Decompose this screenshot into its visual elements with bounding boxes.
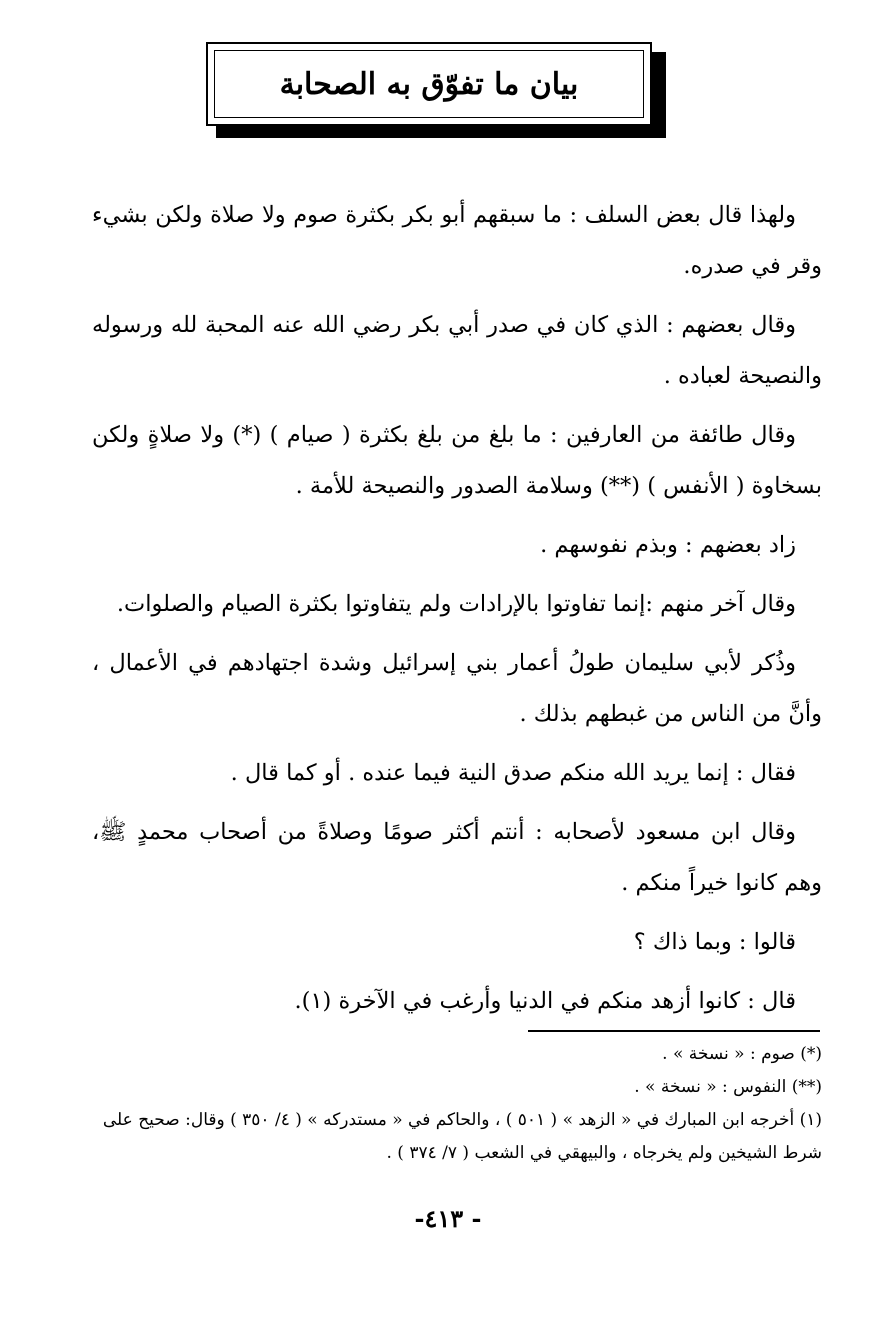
- footnote: (**) النفوس : « نسخة » .: [634, 1077, 822, 1097]
- paragraph: قال : كانوا أزهد منكم في الدنيا وأرغب في الآخرة (١).: [294, 988, 796, 1014]
- paragraph: وقال ابن مسعود لأصحابه : أنتم أكثر صومًا وصلاةً من أصحاب محمدٍ ﷺ، وهم كانوا خيراً منكم .: [92, 819, 822, 896]
- paragraph: ولهذا قال بعض السلف : ما سبقهم أبو بكر بكثرة صوم ولا صلاة ولكن بشيء وقر في صدره.: [92, 202, 822, 279]
- footnote: (١) أخرجه ابن المبارك في « الزهد » ( ٥٠١ ) ، والحاكم في « مستدركه » ( ٤/ ٣٥٠ ) وقال: صحيح على شرط الشيخين ولم يخرجاه ، والبيهقي في الشعب ( ٧/ ٣٧٤ ) .: [102, 1110, 822, 1163]
- title-inner-frame: [214, 50, 644, 118]
- body-text: [92, 190, 822, 1035]
- paragraph: زاد بعضهم : وبذم نفوسهم .: [540, 532, 796, 558]
- page-title: بيان ما تفوّق به الصحابة: [279, 66, 579, 102]
- page-number: - ٤١٣-: [414, 1204, 482, 1233]
- footnotes: [92, 1038, 822, 1170]
- paragraph: فقال : إنما يريد الله منكم صدق النية فيما عنده . أو كما قال .: [230, 760, 796, 786]
- paragraph: وقال آخر منهم :إنما تفاوتوا بالإرادات ولم يتفاوتوا بكثرة الصيام والصلوات.: [116, 591, 796, 617]
- paragraph: قالوا : وبما ذاك ؟: [633, 929, 796, 955]
- title-box: [206, 42, 652, 126]
- footnote-separator: [528, 1030, 820, 1032]
- footnote: (*) صوم : « نسخة » .: [662, 1044, 822, 1064]
- paragraph: وقال طائفة من العارفين : ما بلغ من بلغ بكثرة ( صيام ) (*) ولا صلاةٍ ولكن بسخاوة ( الأنفس ) (**) وسلامة الصدور والنصيحة للأمة .: [92, 422, 822, 499]
- paragraph: وقال بعضهم : الذي كان في صدر أبي بكر رضي الله عنه المحبة لله ورسوله والنصيحة لعباده .: [92, 312, 822, 389]
- paragraph: وذُكر لأبي سليمان طولُ أعمار بني إسرائيل وشدة اجتهادهم في الأعمال ، وأنَّ من الناس من غبطهم بذلك .: [92, 650, 822, 727]
